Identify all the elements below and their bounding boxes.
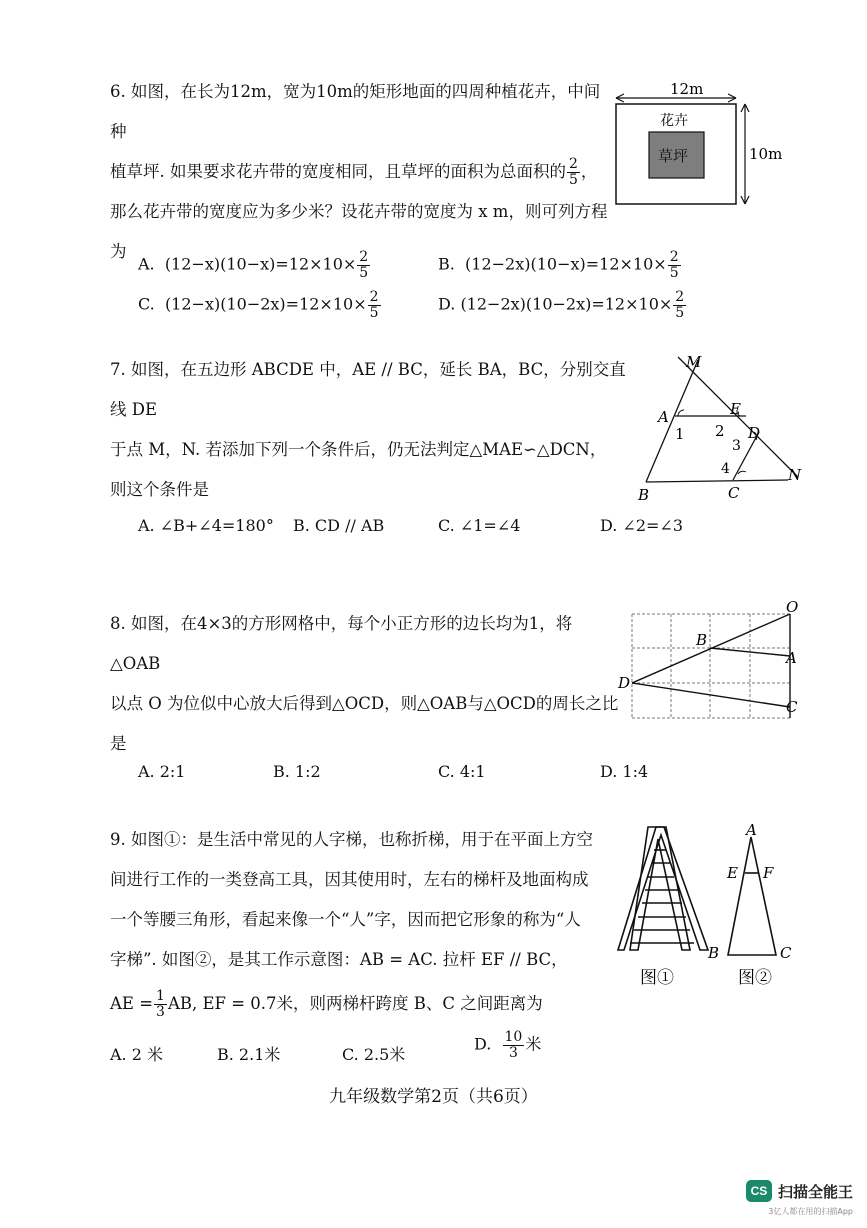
q9-caption-1: 图① [640, 968, 674, 988]
q9-option-c[interactable]: C. 2.5米 [342, 1045, 406, 1064]
q9-option-d[interactable]: D. $\frac{10}{3}$ 米 [474, 1029, 542, 1061]
q7-text [110, 350, 630, 510]
q7-label-M: M [686, 353, 702, 371]
q7-label-N: N [788, 466, 802, 484]
q6-option-c[interactable]: C. (12−x)(10−2x)=12×10× $\frac{2}{5}$ [138, 289, 379, 321]
q6-height-label: 10m [749, 145, 783, 163]
q6-option-b[interactable]: B. (12−2x)(10−x)=12×10× $\frac{2}{5}$ [438, 249, 679, 281]
q6-flower-label: 花卉 [660, 113, 688, 129]
q9-label-A: A [746, 821, 757, 839]
q7-angle-3: 3 [732, 438, 741, 454]
q7-angle-4: 4 [721, 461, 730, 477]
q9-label-B: B [708, 944, 720, 962]
q8-line3: 是 [110, 734, 127, 753]
q7-angle-1: 1 [675, 425, 685, 443]
q6-lawn-label: 草坪 [658, 147, 689, 165]
q6-line3: 那么花卉带的宽度应为多少米？设花卉带的宽度为 x m，则可列方程 [110, 202, 608, 221]
q9-text [110, 820, 610, 1024]
q7-label-C: C [728, 484, 740, 502]
q9-line1: 9. 如图①：是生活中常见的人字梯，也称折梯，用于在平面上方空 [110, 830, 593, 849]
camscanner-tagline: 3亿人都在用的扫描App [768, 1207, 853, 1216]
q9-option-a[interactable]: A. 2 米 [110, 1045, 163, 1064]
camscanner-name: 扫描全能王 [777, 1182, 853, 1201]
q8-figure [614, 600, 814, 725]
scanner-watermark [746, 1180, 853, 1202]
q9-label-E: E [727, 864, 738, 882]
q7-option-c[interactable]: C. ∠1=∠4 [438, 516, 521, 535]
q8-label-C: C [786, 698, 798, 716]
q7-line1: 7. 如图，在五边形 ABCDE 中，AE // BC，延长 BA，BC，分别交直线 DE [110, 360, 626, 419]
q7-label-B: B [638, 486, 650, 504]
q9-option-b[interactable]: B. 2.1米 [217, 1045, 281, 1064]
q9-line5: AE = $\frac{1}{3}$ AB, EF = 0.7米，则两梯杆跨度 B、C 之间距离为 [110, 988, 543, 1020]
camscanner-logo-icon: CS [746, 1180, 772, 1202]
q8-label-A: A [786, 649, 797, 667]
q9-line4: 字梯”. 如图②，是其工作示意图：AB = AC. 拉杆 EF // BC， [110, 950, 568, 969]
q9-label-C: C [780, 944, 792, 962]
q6-option-d[interactable]: D. (12−2x)(10−2x)=12×10× $\frac{2}{5}$ [438, 289, 685, 321]
q7-label-E: E [730, 400, 741, 418]
q7-option-a[interactable]: A. ∠B+∠4=180° [138, 516, 274, 535]
q7-line3: 则这个条件是 [110, 480, 209, 499]
page-footer: 九年级数学第2页（共6页） [329, 1087, 538, 1107]
q8-label-O: O [786, 600, 799, 616]
q6-fraction: $\frac{2}{5}$ [569, 156, 578, 188]
q9-triangle-diagram [728, 837, 776, 955]
q6-line2: 植草坪. 如果要求花卉带的宽度相同，且草坪的面积为总面积的 $\frac{2}{5}$ ， [110, 156, 598, 188]
q6-line1: 6. 如图，在长为12m，宽为10m的矩形地面的四周种植花卉，中间种 [110, 82, 601, 141]
q6-figure [608, 74, 788, 214]
q8-line1: 8. 如图，在4×3的方形网格中，每个小正方形的边长均为1，将△OAB [110, 614, 573, 673]
q8-label-D: D [618, 674, 631, 692]
q9-label-F: F [763, 864, 774, 882]
q9-fraction: $\frac{1}{3}$ [156, 988, 165, 1020]
q6-width-label: 12m [670, 80, 704, 98]
q8-option-d[interactable]: D. 1:4 [600, 762, 649, 781]
q8-line2: 以点 O 为位似中心放大后得到△OCD，则△OAB与△OCD的周长之比 [110, 694, 619, 713]
q8-option-b[interactable]: B. 1:2 [273, 762, 321, 781]
q9-line2: 间进行工作的一类登高工具，因其使用时，左右的梯杆及地面构成 [110, 870, 589, 889]
q7-line2: 于点 M，N. 若添加下列一个条件后，仍无法判定△MAE∽△DCN， [110, 440, 607, 459]
q8-option-a[interactable]: A. 2:1 [138, 762, 186, 781]
q8-text [110, 604, 620, 764]
q9-ladder-drawing [618, 827, 708, 950]
q8-option-c[interactable]: C. 4:1 [438, 762, 486, 781]
q7-figure [628, 352, 813, 507]
q7-angle-2: 2 [715, 422, 725, 440]
q7-label-D: D [748, 424, 761, 442]
q9-figure [608, 815, 808, 995]
q9-line3: 一个等腰三角形，看起来像一个“人”字，因而把它形象的称为“人 [110, 910, 581, 929]
q7-option-b[interactable]: B. CD // AB [293, 516, 385, 535]
q6-option-a[interactable]: A. (12−x)(10−x)=12×10× $\frac{2}{5}$ [138, 249, 369, 281]
q7-label-A: A [658, 408, 669, 426]
q9-caption-2: 图② [738, 968, 772, 988]
q8-label-B: B [696, 631, 708, 649]
q6-text [110, 72, 610, 272]
q7-option-d[interactable]: D. ∠2=∠3 [600, 516, 684, 535]
q6-line4: 为 [110, 242, 127, 261]
